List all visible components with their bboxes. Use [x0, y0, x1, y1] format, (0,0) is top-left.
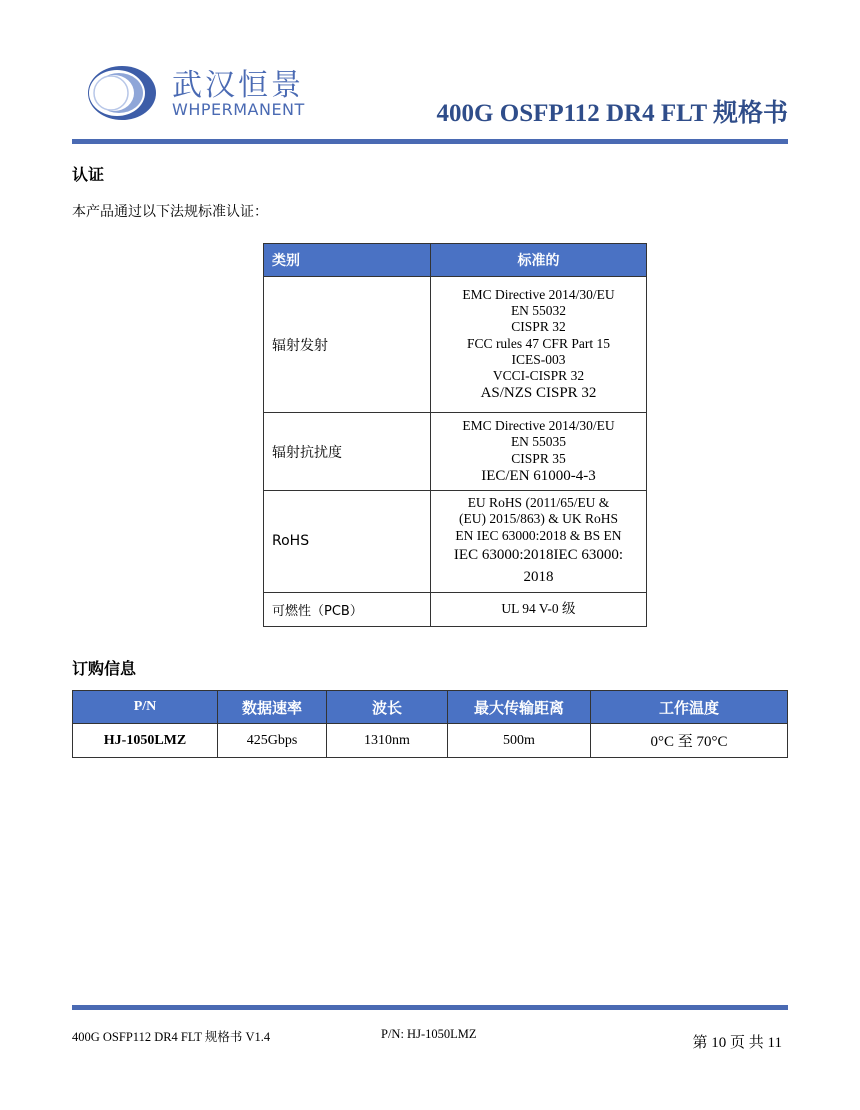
- standard-item: EMC Directive 2014/30/EU: [462, 418, 615, 434]
- category-cell: RoHS: [264, 491, 431, 593]
- column-header-data-rate: 数据速率: [218, 691, 327, 724]
- standards-cell: [431, 592, 647, 626]
- table-row: [264, 491, 647, 593]
- standard-item: (EU) 2015/863) & UK RoHS: [459, 511, 618, 527]
- logo-english-name: WHPERMANENT: [172, 100, 305, 119]
- header-divider: [72, 139, 788, 144]
- column-header-category: 类别: [264, 244, 431, 277]
- standard-item: EN IEC 63000:2018 & BS EN: [455, 527, 622, 543]
- data-rate-cell: 425Gbps: [218, 724, 327, 758]
- table-row: [264, 277, 647, 413]
- category-cell: 辐射发射: [264, 277, 431, 413]
- footer-document-version: 400G OSFP112 DR4 FLT 规格书 V1.4: [72, 1030, 271, 1044]
- column-header-max-distance: 最大传输距离: [448, 691, 591, 724]
- standard-item: EN 55032: [510, 302, 567, 318]
- table-row: [264, 413, 647, 491]
- category-cell: 辐射抗扰度: [264, 413, 431, 491]
- pn-cell: HJ-1050LMZ: [73, 724, 218, 758]
- table-header-row: [264, 244, 647, 277]
- column-header-pn: P/N: [73, 691, 218, 724]
- footer-part-number: P/N: HJ-1050LMZ: [381, 1027, 477, 1041]
- standard-item: ICES-003: [511, 351, 566, 367]
- certification-heading: 认证: [72, 165, 105, 184]
- standard-item: VCCI-CISPR 32: [492, 368, 585, 384]
- standard-item: IEC 63000:2018IEC 63000:: [453, 546, 624, 563]
- standard-item: CISPR 35: [511, 450, 566, 466]
- logo-chinese-name: 武汉恒景: [172, 68, 304, 103]
- standards-cell: [431, 277, 647, 413]
- certification-intro: 本产品通过以下法规标准认证：: [72, 204, 268, 220]
- certification-table: [263, 243, 647, 627]
- standard-item: EMC Directive 2014/30/EU: [462, 286, 615, 302]
- footer-page-number: 第 10 页 共 11: [692, 1035, 782, 1051]
- standard-item: FCC rules 47 CFR Part 15: [467, 335, 610, 351]
- max-distance-cell: 500m: [448, 724, 591, 758]
- standard-item: AS/NZS CISPR 32: [480, 385, 597, 402]
- standard-item: CISPR 32: [511, 319, 566, 335]
- column-header-standard: 标准的: [431, 244, 647, 277]
- standard-item: IEC/EN 61000-4-3: [481, 467, 596, 484]
- wavelength-cell: 1310nm: [327, 724, 448, 758]
- category-cell: 可燃性（PCB）: [264, 592, 431, 626]
- temperature-cell: 0°C 至 70°C: [591, 724, 788, 758]
- standards-cell: [431, 413, 647, 491]
- table-row: [264, 592, 647, 626]
- company-logo: [84, 62, 174, 124]
- standard-item: UL 94 V-0 级: [501, 601, 576, 617]
- standard-item: EN 55035: [510, 434, 567, 450]
- table-row: [73, 724, 788, 758]
- standard-item: 2018: [523, 568, 554, 585]
- ordering-table: [72, 690, 788, 758]
- document-title: 400G OSFP112 DR4 FLT 规格书: [436, 100, 788, 127]
- footer-divider: [72, 1005, 788, 1010]
- ordering-heading: 订购信息: [72, 659, 137, 678]
- column-header-temperature: 工作温度: [591, 691, 788, 724]
- standard-item: EU RoHS (2011/65/EU &: [467, 495, 610, 510]
- table-header-row: [73, 691, 788, 724]
- standards-cell: [431, 491, 647, 593]
- column-header-wavelength: 波长: [327, 691, 448, 724]
